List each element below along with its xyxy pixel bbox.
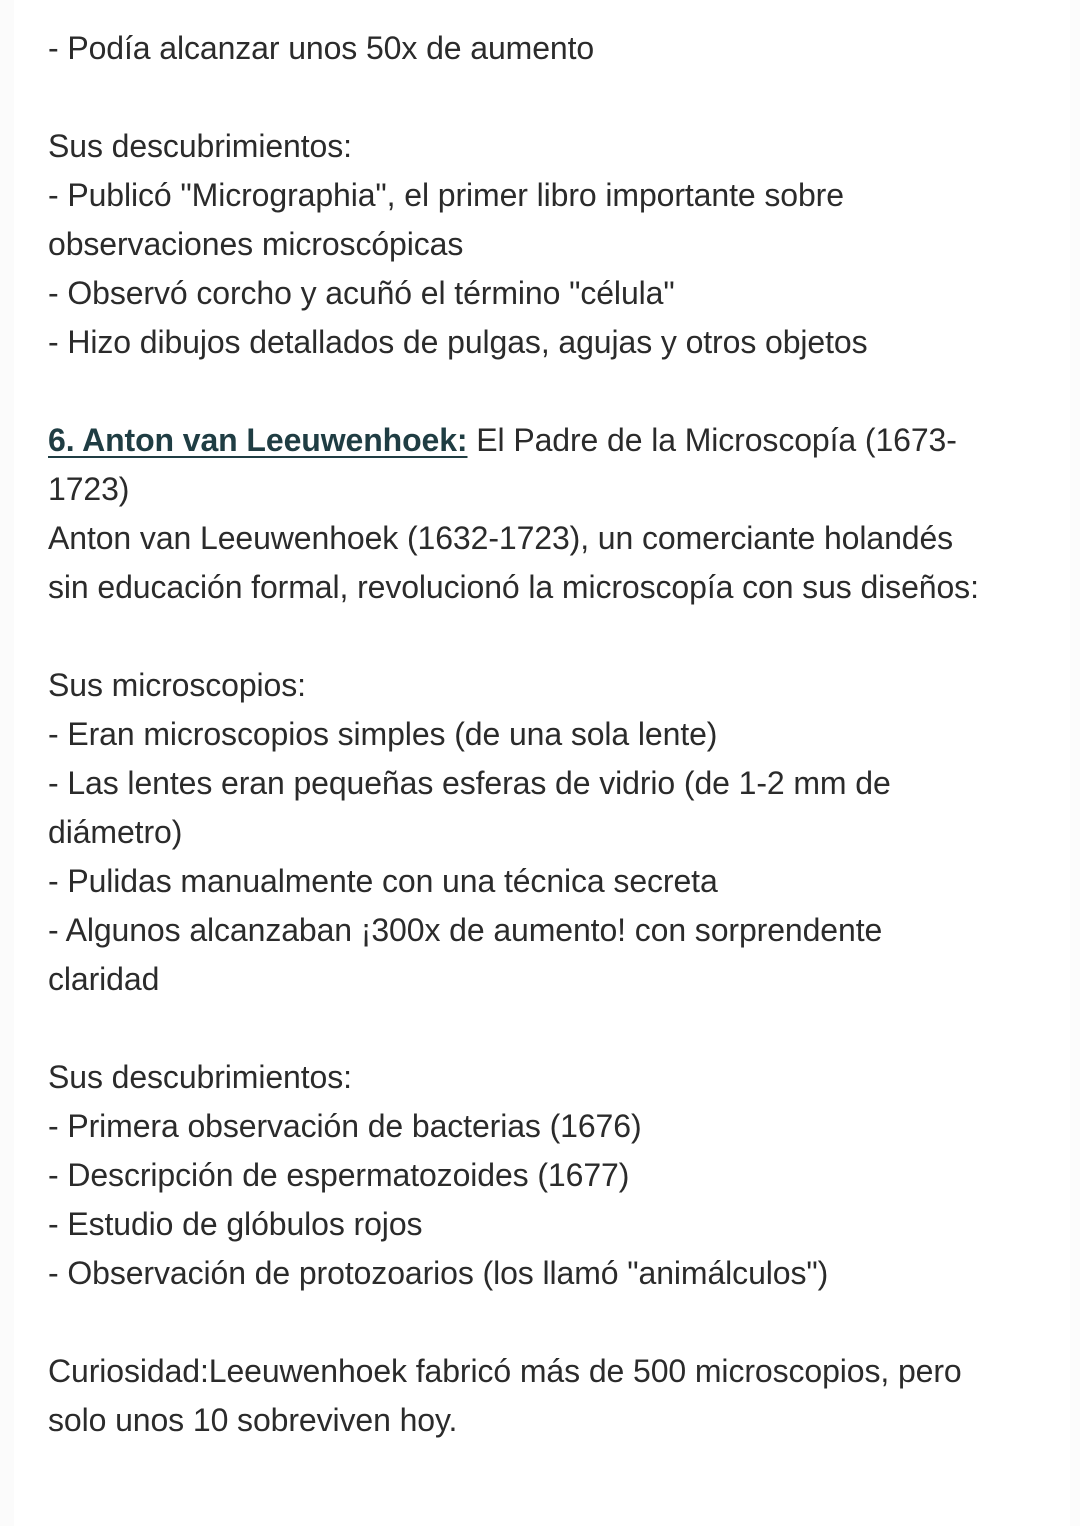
list-item: - Observó corcho y acuñó el término "célula" bbox=[48, 275, 675, 311]
page-left-edge-tint bbox=[0, 0, 14, 1526]
section-leeuwenhoek-microscopes bbox=[48, 661, 984, 1004]
list-item: - Algunos alcanzaban ¡300x de aumento! con sorprendente claridad bbox=[48, 912, 883, 997]
section-heading-subtitle: El Padre de la Microscopía (1673-1723) bbox=[48, 422, 957, 507]
list-item: - Observación de protozoarios (los llamó "animálculos") bbox=[48, 1255, 829, 1291]
paragraph-spacer bbox=[48, 73, 984, 122]
list-item: - Podía alcanzar unos 50x de aumento bbox=[48, 30, 595, 66]
paragraph: Curiosidad:Leeuwenhoek fabricó más de 500 microscopios, pero solo unos 10 sobreviven hoy. bbox=[48, 1353, 962, 1438]
list-item: - Estudio de glóbulos rojos bbox=[48, 1206, 423, 1242]
section-heading-key: 6. Anton van Leeuwenhoek: bbox=[48, 422, 468, 458]
list-item: - Hizo dibujos detallados de pulgas, agujas y otros objetos bbox=[48, 324, 868, 360]
list-item: - Las lentes eran pequeñas esferas de vidrio (de 1-2 mm de diámetro) bbox=[48, 765, 891, 850]
page-right-edge-tint bbox=[1070, 0, 1080, 1526]
list-item: - Primera observación de bacterias (1676) bbox=[48, 1108, 642, 1144]
section-leeuwenhoek-heading bbox=[48, 416, 984, 612]
section-curiosity bbox=[48, 1347, 984, 1445]
section-hooke-magnification bbox=[48, 24, 984, 73]
paragraph: Anton van Leeuwenhoek (1632-1723), un comerciante holandés sin educación formal, revolucionó la microscopía con sus diseños: bbox=[48, 520, 979, 605]
list-label: Sus descubrimientos: bbox=[48, 1059, 352, 1095]
section-leeuwenhoek-discoveries bbox=[48, 1053, 984, 1298]
paragraph-spacer bbox=[48, 1298, 984, 1347]
section-heading bbox=[48, 416, 984, 514]
document-body bbox=[48, 24, 984, 1445]
list-item: - Publicó "Micrographia", el primer libro importante sobre observaciones microscópicas bbox=[48, 177, 844, 262]
list-item: - Descripción de espermatozoides (1677) bbox=[48, 1157, 630, 1193]
list-label: Sus microscopios: bbox=[48, 667, 306, 703]
list-item: - Eran microscopios simples (de una sola lente) bbox=[48, 716, 718, 752]
list-item: - Pulidas manualmente con una técnica secreta bbox=[48, 863, 718, 899]
list-label: Sus descubrimientos: bbox=[48, 128, 352, 164]
section-hooke-discoveries bbox=[48, 122, 984, 367]
paragraph-spacer bbox=[48, 612, 984, 661]
paragraph-spacer bbox=[48, 367, 984, 416]
paragraph-spacer bbox=[48, 1004, 984, 1053]
